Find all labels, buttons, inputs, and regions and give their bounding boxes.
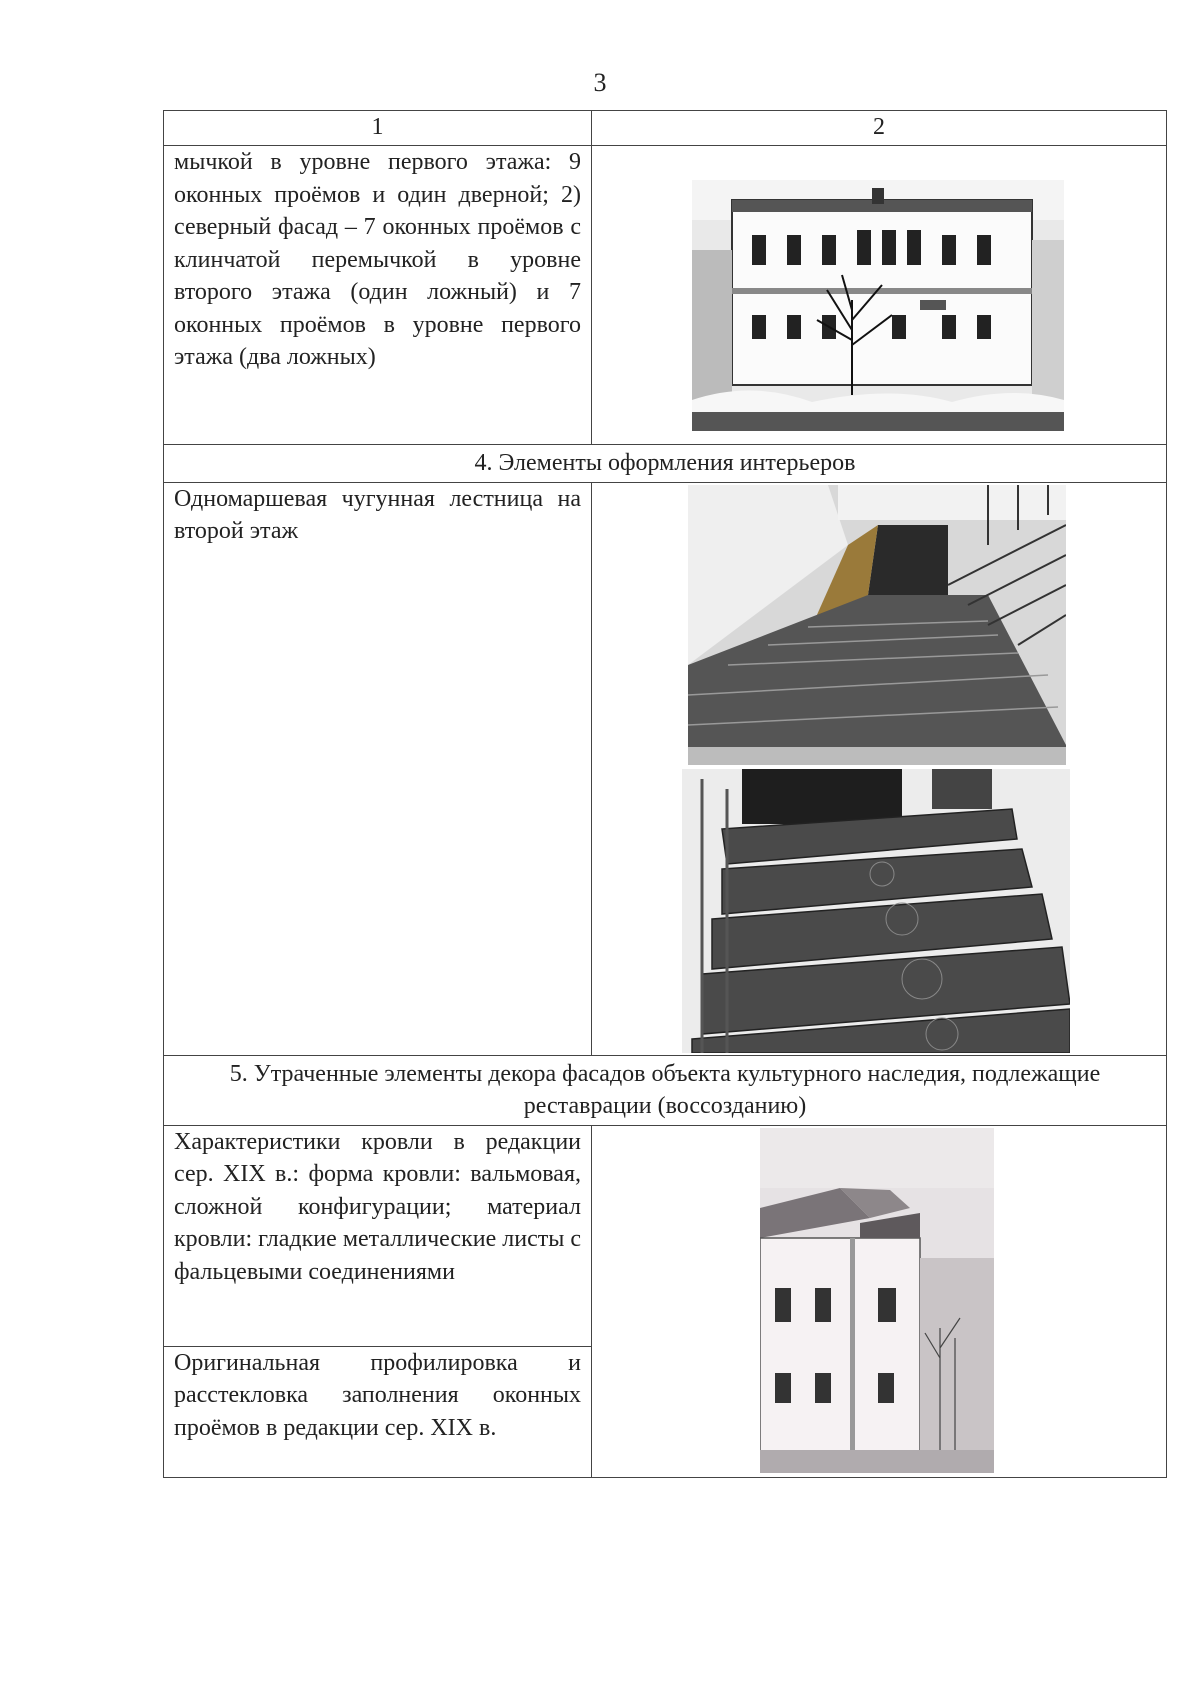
column-header-2: 2 — [592, 111, 1167, 146]
table-header-row — [164, 111, 1167, 146]
stairs-description-cell: Одномаршевая чугунная лестница на второй этаж — [164, 482, 592, 1055]
historic-building-photo — [760, 1128, 994, 1473]
facade-photo-cell — [592, 146, 1167, 445]
table-row — [164, 1125, 1167, 1346]
monument-elements-table — [163, 110, 1167, 1478]
stairs-photo-cell — [592, 482, 1167, 1055]
roof-description-cell: Характеристики кровли в редакции сер. XIX в.: форма кровли: вальмовая, сложной конфигурации; материал кровли: гладкие металлические листы с фальцевыми соединениями — [164, 1125, 592, 1346]
table-row — [164, 146, 1167, 445]
column-header-1: 1 — [164, 111, 592, 146]
section-4-title: 4. Элементы оформления интерьеров — [164, 445, 1167, 483]
building-facade-photo — [692, 180, 1064, 431]
page-number: 3 — [593, 68, 607, 97]
staircase-photo-bottom — [682, 769, 1070, 1053]
historic-photo-cell — [592, 1125, 1167, 1477]
windows-description-cell: Оригинальная профилировка и расстекловка заполнения оконных проёмов в редакции сер. XIX в. — [164, 1346, 592, 1477]
facade-description-cell: мычкой в уровне первого этажа: 9 оконных проёмов и один дверной; 2) северный фасад – 7 оконных проёмов с клинчатой перемычкой в уровне второго этажа (один ложный) и 7 оконных проёмов в уровне первого этажа (два ложных) — [164, 146, 592, 445]
staircase-photo-top — [688, 485, 1066, 765]
section-row — [164, 445, 1167, 483]
section-row — [164, 1055, 1167, 1125]
table-row — [164, 482, 1167, 1055]
section-5-title: 5. Утраченные элементы декора фасадов объекта культурного наследия, подлежащие реставрации (воссозданию) — [164, 1055, 1167, 1125]
